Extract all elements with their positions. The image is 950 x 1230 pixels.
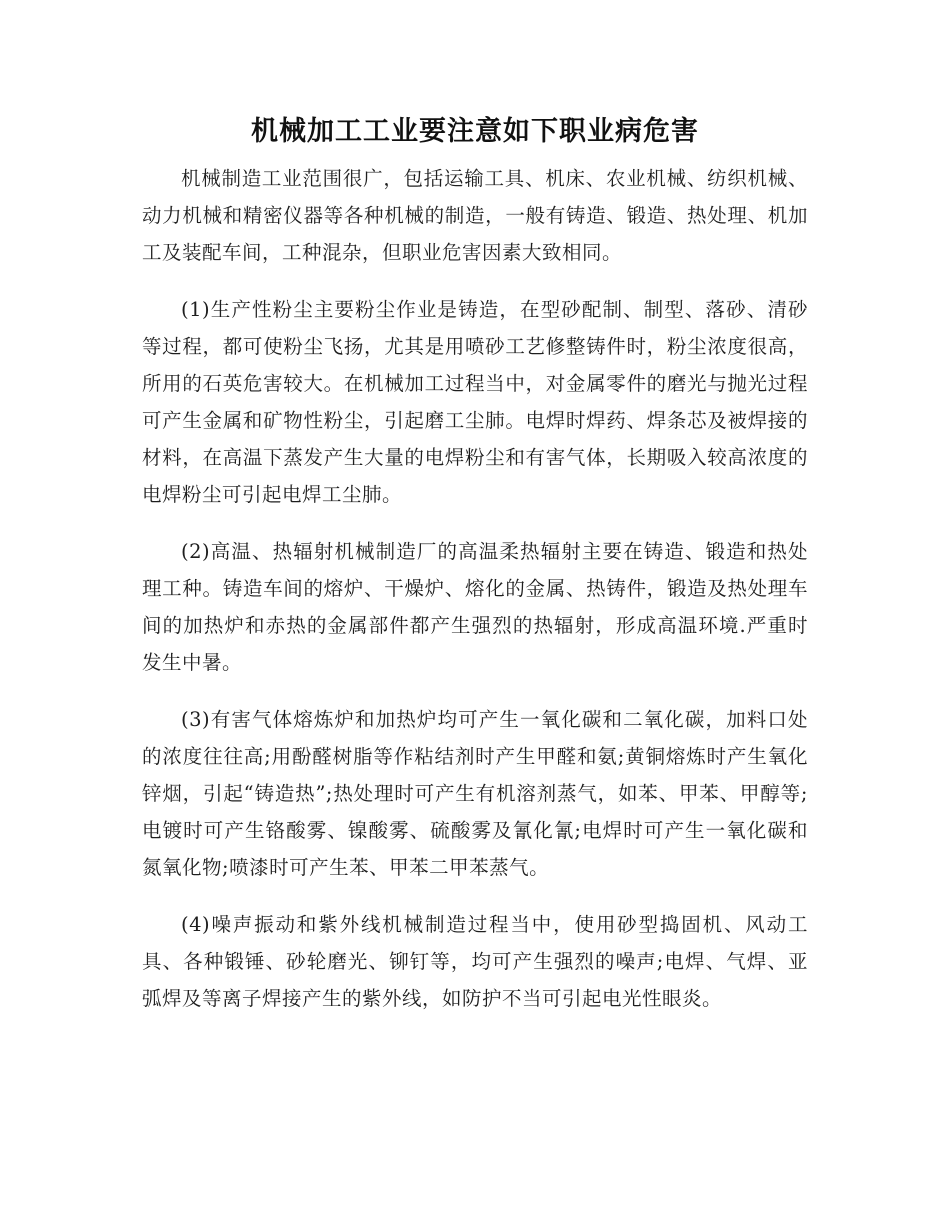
paragraph-gas: (3)有害气体熔炼炉和加热炉均可产生一氧化碳和二氧化碳，加料口处的浓度往往高;用酚醛树脂等作粘结剂时产生甲醛和氨;黄铜熔炼时产生氧化锌烟，引起“铸造热”;热处理时可产生有机溶剂蒸气，如苯、甲苯、甲醇等;电镀时可产生铬酸雾、镍酸雾、硫酸雾及氰化氰;电焊时可产生一氧化碳和氮氧化物;喷漆时可产生苯、甲苯二甲苯蒸气。 xyxy=(142,708,808,879)
paragraph-noise: (4)噪声振动和紫外线机械制造过程当中，使用砂型捣固机、风动工具、各种锻锤、砂轮磨光、铆钉等，均可产生强烈的噪声;电焊、气焊、亚弧焊及等离子焊接产生的紫外线，如防护不当可引起电光性眼炎。 xyxy=(142,913,808,1010)
document-title: 机械加工工业要注意如下职业病危害 xyxy=(251,116,699,147)
paragraph-heat: (2)高温、热辐射机械制造厂的高温柔热辐射主要在铸造、锻造和热处理工种。铸造车间的熔炉、干燥炉、熔化的金属、热铸件，锻造及热处理车间的加热炉和赤热的金属部件都产生强烈的热辐射，形成高温环境.严重时发生中暑。 xyxy=(142,540,808,674)
paragraph-intro: 机械制造工业范围很广，包括运输工具、机床、农业机械、纺织机械、动力机械和精密仪器等各种机械的制造，一般有铸造、锻造、热处理、机加工及装配车间，工种混杂，但职业危害因素大致相同。 xyxy=(142,167,808,264)
paragraph-dust: (1)生产性粉尘主要粉尘作业是铸造，在型砂配制、制型、落砂、清砂等过程，都可使粉尘飞扬，尤其是用喷砂工艺修整铸件时，粉尘浓度很高，所用的石英危害较大。在机械加工过程当中，对金属零件的磨光与抛光过程可产生金属和矿物性粉尘，引起磨工尘肺。电焊时焊药、焊条芯及被焊接的材料，在高温下蒸发产生大量的电焊粉尘和有害气体，长期吸入较高浓度的电焊粉尘可引起电焊工尘肺。 xyxy=(142,298,808,506)
document-page xyxy=(142,108,808,1037)
